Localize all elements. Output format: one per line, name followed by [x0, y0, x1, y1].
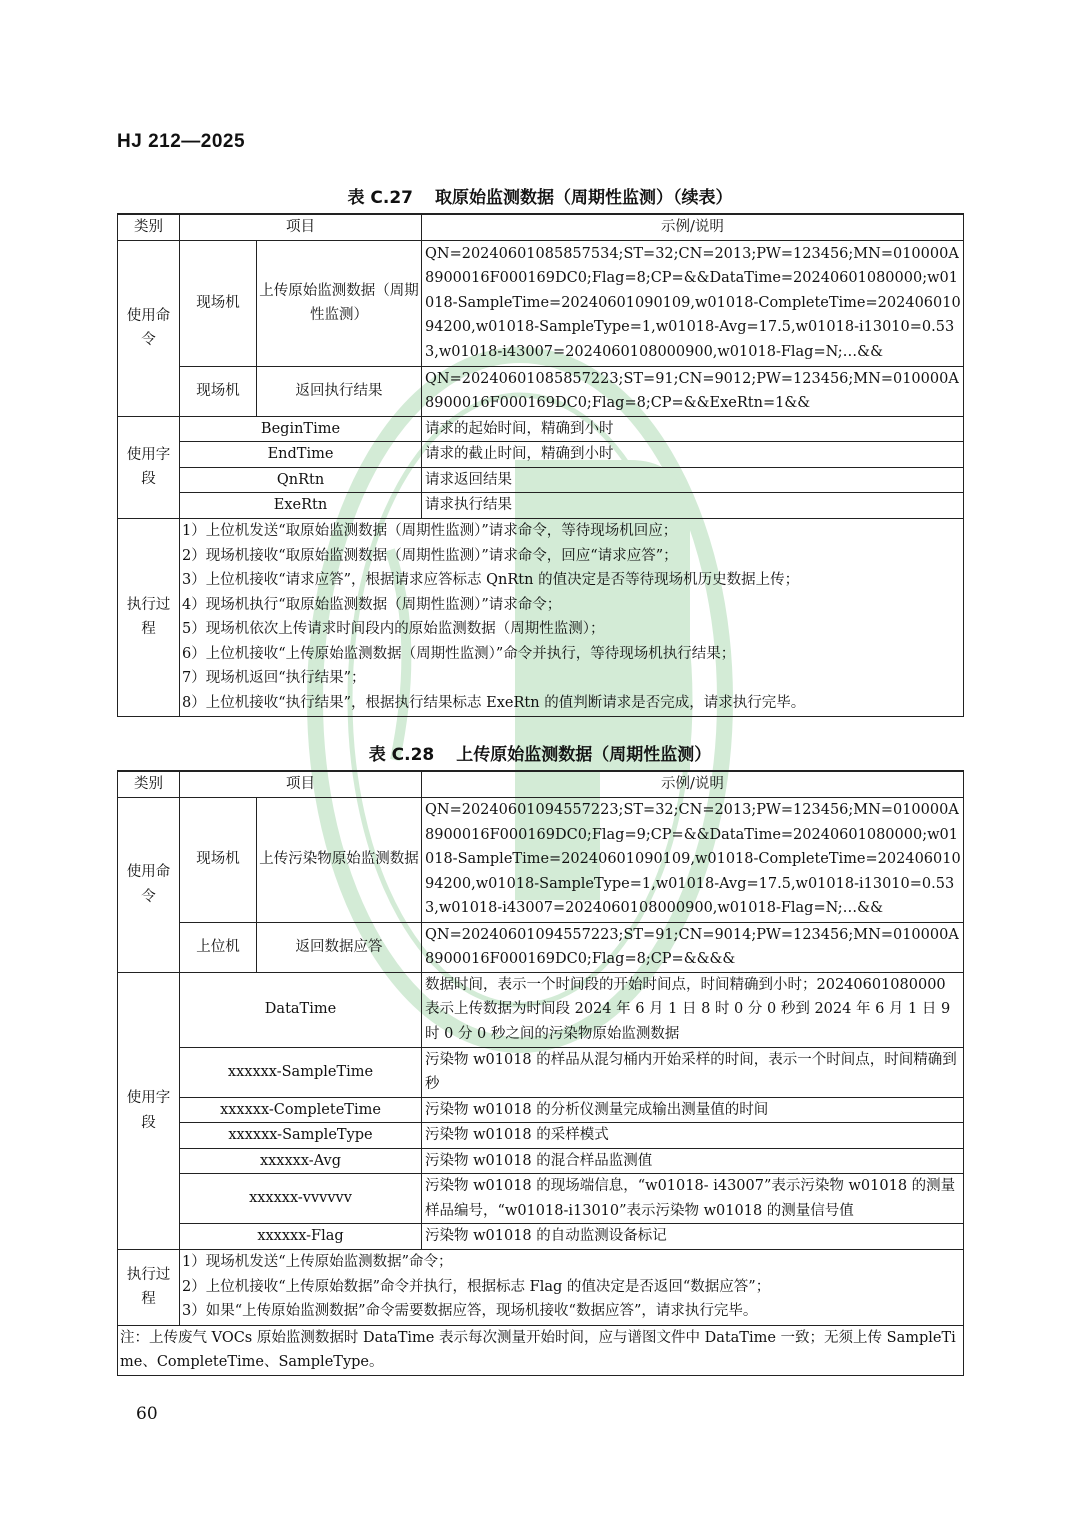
field-description: 请求执行结果 — [422, 493, 964, 519]
field-name: xxxxxx-CompleteTime — [180, 1097, 422, 1123]
field-name: QnRtn — [180, 467, 422, 493]
table-28-title: 上传原始监测数据（周期性监测） — [456, 745, 712, 765]
procedure-steps — [180, 518, 964, 716]
field-description: 请求的截止时间，精确到小时 — [422, 442, 964, 468]
command-example: QN=20240601094557223;ST=32;CN=2013;PW=123456;MN=010000A8900016F000169DC0;Flag=9;CP=&&DataTime=20240601080000;w01018-SampleTime=20240601090109,w01018-CompleteTime=20240601094200,w01018-SampleType=1,w01018-Avg=17.5,w01018-i13010=0.533,w01018-i43007=2024060108000900,w01018-Flag=N;…&& — [422, 797, 964, 922]
procedure-step: 6）上位机接收“上传原始监测数据（周期性监测）”命令并执行，等待现场机执行结果； — [182, 645, 736, 662]
command-example: QN=20240601094557223;ST=91;CN=9014;PW=123456;MN=010000A8900016F000169DC0;Flag=8;CP=&&&& — [422, 922, 964, 972]
table-27-caption — [117, 183, 963, 208]
field-name: ExeRtn — [180, 493, 422, 519]
category-commands: 使用命令 — [118, 797, 180, 972]
procedure-step: 1）现场机发送“上传原始监测数据”命令； — [182, 1254, 453, 1271]
command-device: 现场机 — [180, 797, 257, 922]
field-description: 数据时间，表示一个时间段的开始时间点，时间精确到小时；20240601080000 表示上传数据为时间段 2024 年 6 月 1 日 8 时 0 分 0 秒到 2024 年 6 月 1 日 9 时 0 分 0 秒之间的污染物原始监测数据 — [422, 972, 964, 1047]
command-action: 上传原始监测数据（周期性监测） — [257, 240, 422, 366]
field-description: 请求返回结果 — [422, 467, 964, 493]
field-description: 污染物 w01018 的分析仪测量完成输出测量值的时间 — [422, 1097, 964, 1123]
command-device: 现场机 — [180, 240, 257, 366]
procedure-step: 2）现场机接收“取原始监测数据（周期性监测）”请求命令，回应“请求应答”； — [182, 547, 678, 564]
header-item: 项目 — [180, 771, 422, 797]
table-27 — [117, 213, 964, 717]
command-action: 返回数据应答 — [257, 922, 422, 972]
procedure-step: 5）现场机依次上传请求时间段内的原始监测数据（周期性监测）； — [182, 621, 605, 637]
field-description: 污染物 w01018 的样品从混匀桶内开始采样的时间，表示一个时间点，时间精确到秒 — [422, 1047, 964, 1097]
field-description: 请求的起始时间，精确到小时 — [422, 416, 964, 442]
table-28-number: 表 C.28 — [368, 745, 435, 765]
page-number: 60 — [136, 1404, 158, 1424]
field-name: DataTime — [180, 972, 422, 1047]
category-fields: 使用字段 — [118, 416, 180, 518]
field-description: 污染物 w01018 的自动监测设备标记 — [422, 1224, 964, 1250]
category-commands: 使用命令 — [118, 240, 180, 416]
procedure-step: 3）如果“上传原始监测数据”命令需要数据应答，现场机接收“数据应答”，请求执行完毕。 — [182, 1303, 758, 1320]
field-name: xxxxxx-Avg — [180, 1148, 422, 1174]
header-example: 示例/说明 — [422, 214, 964, 240]
field-description: 污染物 w01018 的现场端信息，“w01018- i43007”表示污染物 w01018 的测量样品编号，“w01018-i13010”表示污染物 w01018 的测量信号值 — [422, 1174, 964, 1224]
document-code: HJ 212—2025 — [117, 131, 246, 152]
category-procedure: 执行过程 — [118, 1249, 180, 1325]
procedure-step: 1）上位机发送“取原始监测数据（周期性监测）”请求命令，等待现场机回应； — [182, 523, 678, 539]
command-example: QN=20240601085857534;ST=32;CN=2013;PW=123456;MN=010000A8900016F000169DC0;Flag=8;CP=&&DataTime=20240601080000;w01018-SampleTime=20240601090109,w01018-CompleteTime=20240601094200,w01018-SampleType=1,w01018-Avg=17.5,w01018-i13010=0.533,w01018-i43007=2024060108000900,w01018-Flag=N;…&& — [422, 240, 964, 366]
header-example: 示例/说明 — [422, 771, 964, 797]
field-name: BeginTime — [180, 416, 422, 442]
procedure-step: 4）现场机执行“取原始监测数据（周期性监测）”请求命令； — [182, 596, 562, 613]
field-name: xxxxxx-SampleType — [180, 1123, 422, 1149]
field-name: xxxxxx-vvvvvv — [180, 1174, 422, 1224]
table-28 — [117, 770, 964, 1376]
procedure-step: 3）上位机接收“请求应答”，根据请求应答标志 QnRtn 的值决定是否等待现场机历史数据上传； — [182, 572, 800, 588]
field-name: EndTime — [180, 442, 422, 468]
table-27-title: 取原始监测数据（周期性监测）（续表） — [435, 188, 733, 208]
procedure-step: 7）现场机返回“执行结果”； — [182, 670, 366, 686]
procedure-step: 8）上位机接收“执行结果”，根据执行结果标志 ExeRtn 的值判断请求是否完成，请求执行完毕。 — [182, 694, 806, 711]
procedure-steps — [180, 1249, 964, 1325]
header-item: 项目 — [180, 214, 422, 240]
table-28-caption — [117, 740, 963, 765]
procedure-step: 2）上位机接收“上传原始数据”命令并执行，根据标志 Flag 的值决定是否返回“数据应答”； — [182, 1278, 771, 1295]
header-category: 类别 — [118, 771, 180, 797]
category-procedure: 执行过程 — [118, 518, 180, 716]
command-action: 上传污染物原始监测数据 — [257, 797, 422, 922]
header-category: 类别 — [118, 214, 180, 240]
field-name: xxxxxx-Flag — [180, 1224, 422, 1250]
table-note: 注：上传废气 VOCs 原始监测数据时 DataTime 表示每次测量开始时间，应与谱图文件中 DataTime 一致；无须上传 SampleTime、CompleteTime、SampleType。 — [118, 1325, 964, 1375]
command-device: 现场机 — [180, 366, 257, 416]
command-action: 返回执行结果 — [257, 366, 422, 416]
field-name: xxxxxx-SampleTime — [180, 1047, 422, 1097]
field-description: 污染物 w01018 的混合样品监测值 — [422, 1148, 964, 1174]
field-description: 污染物 w01018 的采样模式 — [422, 1123, 964, 1149]
table-27-number: 表 C.27 — [347, 188, 413, 208]
command-device: 上位机 — [180, 922, 257, 972]
category-fields: 使用字段 — [118, 972, 180, 1249]
command-example: QN=20240601085857223;ST=91;CN=9012;PW=123456;MN=010000A8900016F000169DC0;Flag=8;CP=&&ExeRtn=1&& — [422, 366, 964, 416]
